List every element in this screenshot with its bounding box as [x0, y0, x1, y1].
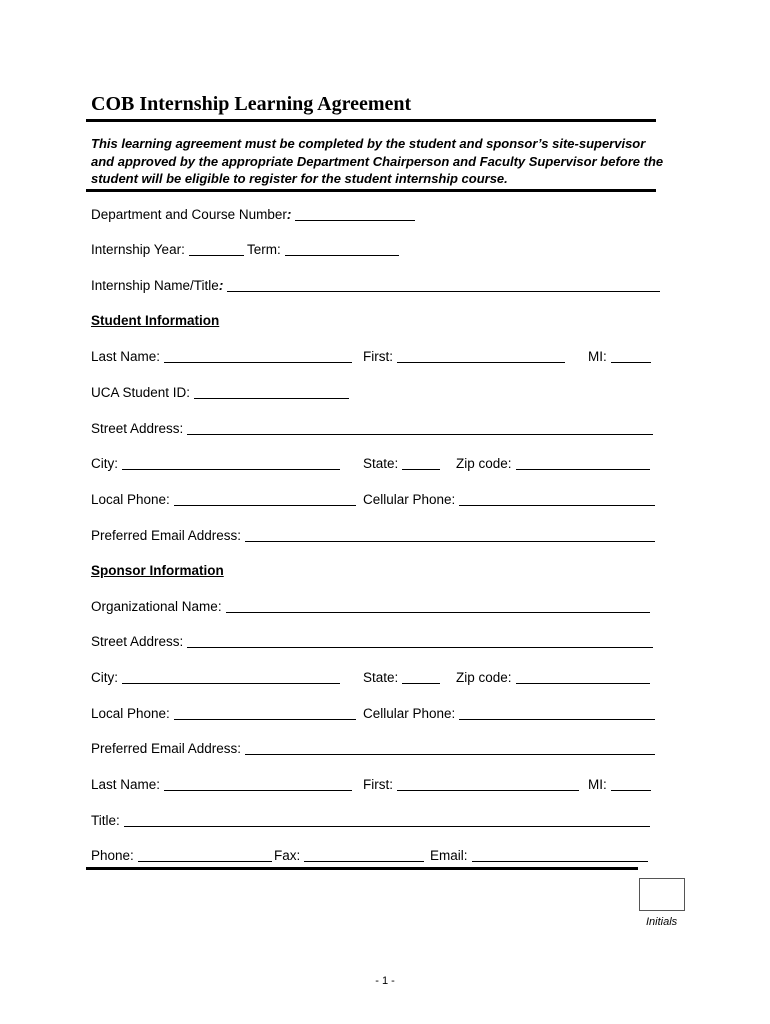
sponsor-email-row [91, 740, 655, 758]
sponsor-first-label: First: [363, 777, 393, 792]
dept-course-field[interactable] [295, 206, 415, 221]
student-email-row [91, 527, 655, 545]
sponsor-phone-row [91, 705, 651, 723]
student-local-phone-label: Local Phone: [91, 492, 170, 507]
sponsor-local-phone-field[interactable] [174, 705, 356, 720]
year-field[interactable] [189, 241, 244, 256]
sponsor-cell-phone-field[interactable] [459, 705, 655, 720]
sponsor-city-label: City: [91, 670, 118, 685]
page-number: - 1 - [375, 975, 395, 987]
sponsor-email2-field[interactable] [472, 847, 648, 862]
student-state-field[interactable] [402, 455, 440, 470]
student-mi-label: MI: [588, 349, 607, 364]
student-heading: Student Information [91, 313, 220, 328]
student-zip-field[interactable] [516, 455, 650, 470]
sponsor-name-row [91, 776, 651, 794]
dept-course-label: Department and Course Number [91, 207, 287, 222]
student-street-label: Street Address: [91, 421, 184, 436]
year-term-row [91, 241, 411, 259]
student-name-row [91, 348, 651, 366]
student-cell-phone-label: Cellular Phone: [363, 492, 456, 507]
name-title-label: Internship Name/Title [91, 278, 219, 293]
sponsor-last-name-label: Last Name: [91, 777, 161, 792]
sponsor-email2-label: Email: [430, 848, 468, 863]
sponsor-fax-field[interactable] [304, 847, 424, 862]
student-zip-label: Zip code: [456, 456, 512, 471]
sponsor-title-field[interactable] [124, 812, 650, 827]
student-street-row [91, 420, 653, 438]
name-title-row [91, 277, 660, 295]
sponsor-contact-row [91, 847, 651, 865]
sponsor-local-phone-label: Local Phone: [91, 706, 170, 721]
sponsor-mi-field[interactable] [611, 776, 651, 791]
intro-divider [86, 189, 656, 192]
sponsor-phone-field[interactable] [138, 847, 272, 862]
student-street-field[interactable] [187, 420, 653, 435]
intro-text: This learning agreement must be completed by the student and sponsor’s site-supervisor and approved by the appropriate Department Chairperson and Faculty Supervisor before the student will be eligible to register for the student internship course. [91, 136, 664, 186]
name-title-colon: : [218, 278, 224, 293]
sponsor-state-label: State: [363, 670, 399, 685]
student-email-label: Preferred Email Address: [91, 528, 242, 543]
page-title: COB Internship Learning Agreement [91, 93, 412, 115]
student-last-name-label: Last Name: [91, 349, 161, 364]
student-mi-field[interactable] [611, 348, 651, 363]
dept-course-row [91, 206, 415, 224]
sponsor-street-row [91, 633, 653, 651]
title-divider [86, 119, 656, 122]
sponsor-street-label: Street Address: [91, 634, 184, 649]
student-city-row [91, 455, 651, 473]
sponsor-title-row [91, 812, 650, 830]
student-phone-row [91, 491, 651, 509]
sponsor-org-name-label: Organizational Name: [91, 599, 222, 614]
student-first-label: First: [363, 349, 393, 364]
sponsor-fax-label: Fax: [274, 848, 301, 863]
name-title-field[interactable] [227, 277, 660, 292]
sponsor-zip-label: Zip code: [456, 670, 512, 685]
sponsor-org-row [91, 598, 650, 616]
sponsor-mi-label: MI: [588, 777, 607, 792]
sponsor-zip-field[interactable] [516, 669, 650, 684]
sponsor-city-field[interactable] [122, 669, 340, 684]
initials-box[interactable] [639, 878, 685, 911]
student-email-field[interactable] [245, 527, 655, 542]
student-first-field[interactable] [397, 348, 565, 363]
sponsor-cell-phone-label: Cellular Phone: [363, 706, 456, 721]
initials-label: Initials [646, 916, 678, 928]
term-label: Term: [247, 242, 281, 257]
dept-course-colon: : [286, 207, 292, 222]
sponsor-first-field[interactable] [397, 776, 579, 791]
student-city-label: City: [91, 456, 118, 471]
student-cell-phone-field[interactable] [459, 491, 655, 506]
sponsor-city-row [91, 669, 651, 687]
form-end-divider [86, 867, 638, 870]
sponsor-email-label: Preferred Email Address: [91, 741, 242, 756]
student-last-name-field[interactable] [164, 348, 352, 363]
student-id-field[interactable] [194, 384, 349, 399]
sponsor-state-field[interactable] [402, 669, 440, 684]
sponsor-last-name-field[interactable] [164, 776, 352, 791]
sponsor-phone-label: Phone: [91, 848, 134, 863]
student-id-row [91, 384, 349, 402]
student-id-label: UCA Student ID: [91, 385, 191, 400]
sponsor-org-name-field[interactable] [226, 598, 650, 613]
sponsor-title-label: Title: [91, 813, 120, 828]
sponsor-street-field[interactable] [187, 633, 653, 648]
sponsor-email-field[interactable] [245, 740, 655, 755]
student-local-phone-field[interactable] [174, 491, 356, 506]
student-city-field[interactable] [122, 455, 340, 470]
student-state-label: State: [363, 456, 399, 471]
term-field[interactable] [285, 241, 399, 256]
year-label: Internship Year: [91, 242, 185, 257]
sponsor-heading: Sponsor Information [91, 563, 224, 578]
